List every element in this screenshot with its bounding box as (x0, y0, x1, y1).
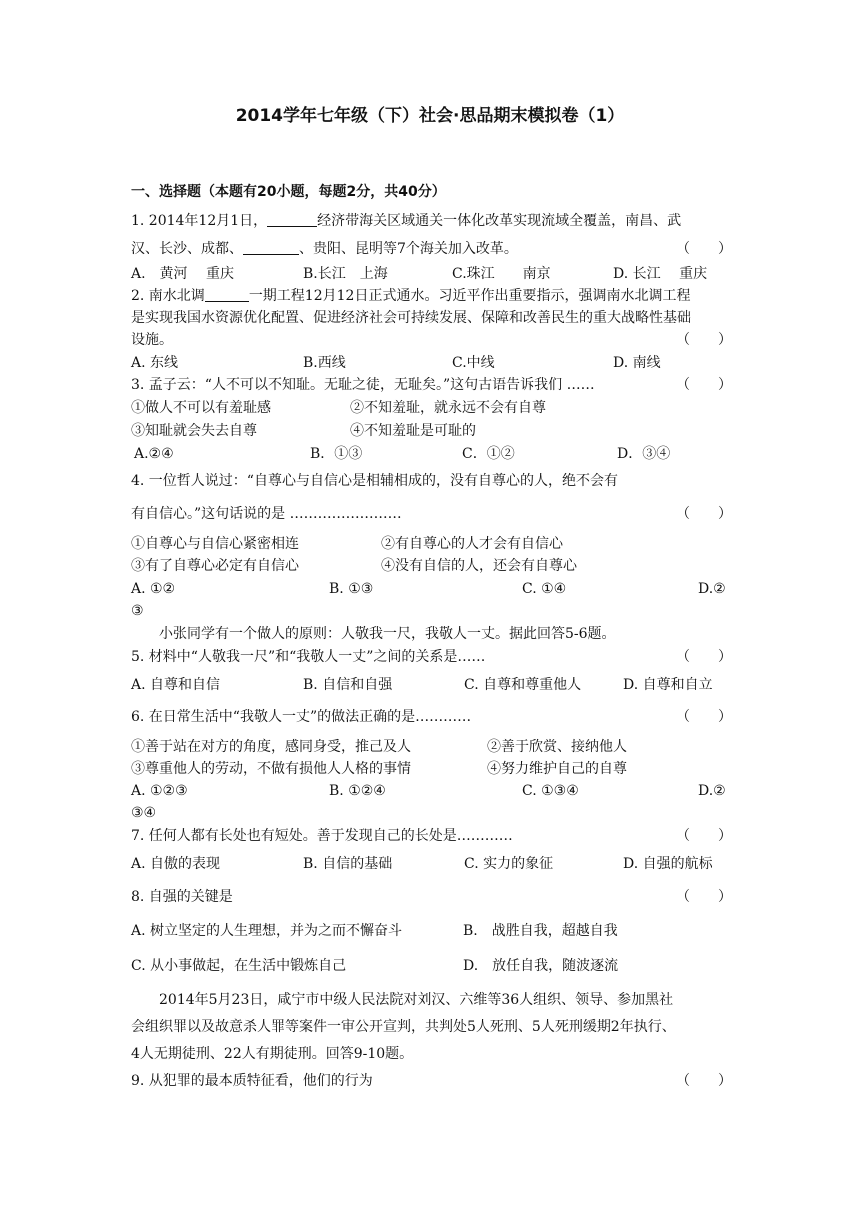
question-7-stem: 7. 任何人都有长处也有短处。善于发现自己的长处是………… (131, 828, 513, 844)
answer-bracket: （ ） (676, 1073, 732, 1089)
option-d: D. 南线 (613, 355, 661, 371)
material-paragraph-2-line-3: 4人无期徒刑、22人有期徒刑。回答9-10题。 (131, 1046, 414, 1062)
answer-bracket: （ ） (676, 649, 732, 665)
statement-1: ①善于站在对方的角度，感同身受，推己及人 (131, 739, 411, 755)
option-a: A. ①② (131, 581, 176, 597)
answer-bracket: （ ） (676, 889, 732, 905)
option-d: D．③④ (617, 446, 671, 462)
question-2-line-1 (131, 287, 690, 305)
question-4-line-2: 有自信心。”这句话说的是 …………………… (131, 506, 402, 522)
answer-bracket: （ ） (676, 377, 732, 393)
answer-bracket: （ ） (676, 506, 732, 522)
question-1-text: 、贵阳、昆明等7个海关加入改革。 (299, 241, 518, 257)
page-title: 2014学年七年级（下）社会·思品期末模拟卷（1） (235, 106, 625, 126)
statement-1: ①自尊心与自信心紧密相连 (131, 536, 299, 552)
option-c: C.珠江 南京 (452, 266, 551, 282)
material-paragraph-2-line-1: 2014年5月23日，咸宁市中级人民法院对刘汉、六维等36人组织、领导、参加黑社 (159, 992, 674, 1008)
question-8-stem: 8. 自强的关键是 (131, 889, 233, 905)
option-d: D.② (698, 783, 726, 799)
option-a: A. 黄河 重庆 (131, 266, 235, 282)
question-5-stem: 5. 材料中“人敬我一尺”和“我敬人一丈”之间的关系是…… (131, 649, 486, 665)
statement-2: ②有自尊心的人才会有自信心 (381, 536, 563, 552)
answer-bracket: （ ） (676, 241, 732, 257)
question-6-stem: 6. 在日常生活中“我敬人一丈”的做法正确的是………… (131, 709, 472, 725)
option-c: C. ①③④ (522, 783, 579, 799)
option-c: C. 自尊和尊重他人 (464, 677, 582, 693)
answer-bracket: （ ） (676, 709, 732, 725)
option-d: D. 放任自我，随波逐流 (463, 958, 619, 974)
question-1-line-1 (131, 212, 681, 230)
material-paragraph-1: 小张同学有一个做人的原则：人敬我一尺，我敬人一丈。据此回答5-6题。 (159, 626, 616, 642)
option-c: C.中线 (452, 355, 495, 371)
option-b: B. ①③ (329, 581, 374, 597)
question-4-line-1: 4. 一位哲人说过：“自尊心与自信心是相辅相成的，没有自尊心的人，绝不会有 (131, 473, 618, 489)
question-3-stem: 3. 孟子云：“人不可以不知耻。无耻之徒，无耻矣。”这句古语告诉我们 …… (131, 377, 595, 393)
question-1-text: 1. 2014年12月1日， (131, 213, 268, 229)
option-b: B．①③ (310, 446, 363, 462)
question-2-line-2: 是实现我国水资源优化配置、促进经济社会可持续发展、保障和改善民生的重大战略性基础 (131, 310, 691, 326)
statement-4: ④不知羞耻是可耻的 (350, 423, 476, 439)
section-heading: 一、选择题（本题有20小题，每题2分，共40分） (131, 184, 446, 200)
statement-2: ②不知羞耻，就永远不会有自尊 (350, 400, 546, 416)
answer-blank (205, 287, 249, 302)
option-c: C．①② (462, 446, 515, 462)
answer-bracket: （ ） (676, 828, 732, 844)
option-d: D.② (698, 581, 726, 597)
option-b: B.西线 (303, 355, 346, 371)
answer-blank (243, 240, 299, 255)
option-b: B. 战胜自我，超越自我 (463, 923, 618, 939)
option-a: A. 自傲的表现 (131, 856, 221, 872)
statement-3: ③知耻就会失去自尊 (131, 423, 257, 439)
option-a: A.②④ (134, 446, 174, 462)
option-c: C. ①④ (522, 581, 567, 597)
question-2-text: 一期工程12月12日正式通水。习近平作出重要指示，强调南水北调工程 (248, 288, 691, 304)
option-a: A. ①②③ (131, 783, 188, 799)
option-d: D. 自强的航标 (623, 856, 713, 872)
question-1-line-2 (131, 240, 518, 258)
option-c: C. 实力的象征 (464, 856, 554, 872)
statement-3: ③有了自尊心必定有自信心 (131, 558, 299, 574)
question-1-text: 汉、长沙、成都、 (131, 241, 243, 257)
statement-1: ①做人不可以有羞耻感 (131, 400, 271, 416)
option-a: A. 树立坚定的人生理想，并为之而不懈奋斗 (131, 923, 403, 939)
statement-2: ②善于欣赏、接纳他人 (487, 739, 627, 755)
option-d: D. 长江 重庆 (613, 266, 708, 282)
option-a: A. 东线 (131, 355, 179, 371)
statement-4: ④没有自信的人，还会有自尊心 (381, 558, 577, 574)
question-1-text: 经济带海关区域通关一体化改革实现流域全覆盖，南昌、武 (317, 213, 682, 229)
option-b: B. 自信的基础 (303, 856, 393, 872)
answer-bracket: （ ） (676, 332, 732, 348)
option-b: B.长江 上海 (303, 266, 388, 282)
statement-4: ④努力维护自己的自尊 (487, 761, 627, 777)
option-d-wrap: ③④ (131, 805, 157, 821)
option-a: A. 自尊和自信 (131, 677, 221, 693)
option-c: C. 从小事做起，在生活中锻炼自己 (131, 958, 347, 974)
answer-blank (267, 212, 317, 227)
question-2-line-3: 设施。 (131, 332, 173, 348)
statement-3: ③尊重他人的劳动，不做有损他人人格的事情 (131, 761, 411, 777)
option-d: D. 自尊和自立 (623, 677, 713, 693)
option-d-wrap: ③ (131, 603, 144, 619)
option-b: B. 自信和自强 (303, 677, 393, 693)
material-paragraph-2-line-2: 会组织罪以及故意杀人罪等案件一审公开宣判，共判处5人死刑、5人死刑缓期2年执行、 (131, 1019, 676, 1035)
option-b: B. ①②④ (329, 783, 386, 799)
question-9-stem: 9. 从犯罪的最本质特征看，他们的行为 (131, 1073, 373, 1089)
question-2-text: 2. 南水北调 (131, 288, 205, 304)
